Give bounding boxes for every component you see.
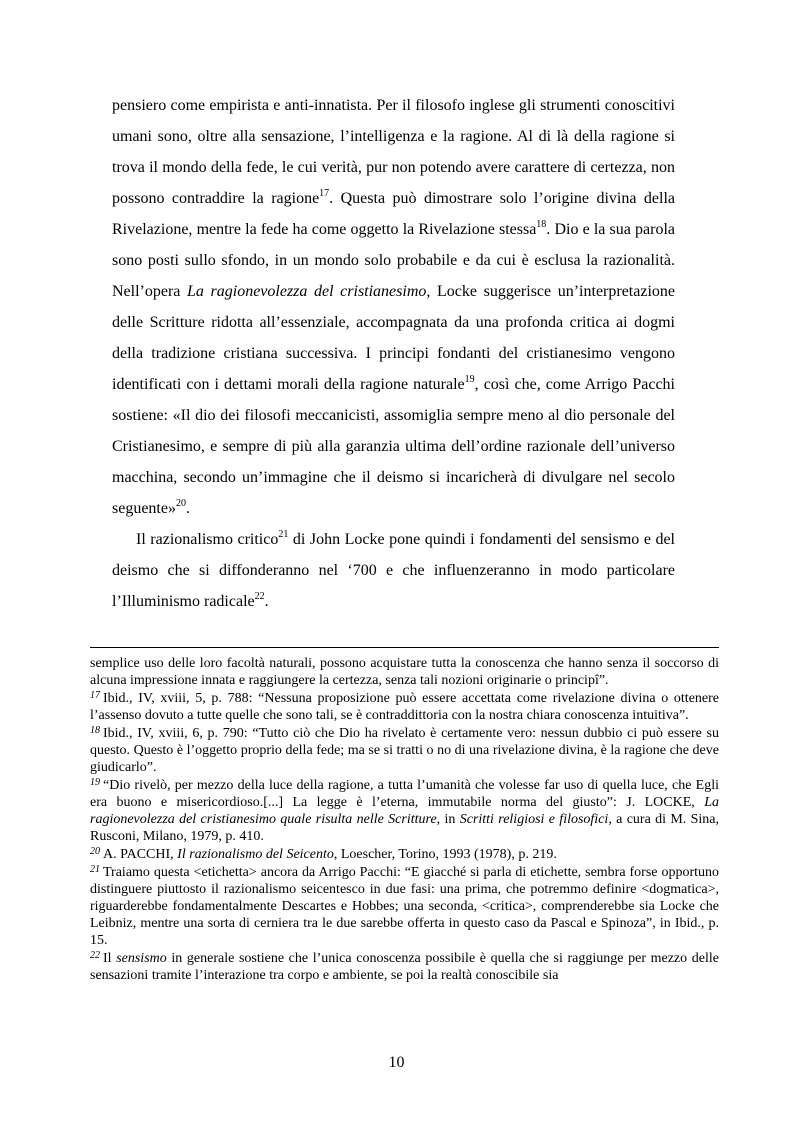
footnote-number: 17 <box>90 690 100 701</box>
text-run: pensiero come empirista e anti-innatista. Per il filosofo inglese gli strumenti conoscitivi umani sono, oltre alla sensazione, l’intelligenza e la ragione. Al di là della ragione si trova il mondo della fede, le cui verità, pur non potendo avere carattere di certezza, non possono contraddire la ragione <box>112 97 675 207</box>
cited-title: Il razionalismo del Seicento <box>177 847 334 862</box>
text-run: . <box>264 593 269 610</box>
footnote-19 <box>90 777 719 845</box>
text-run: , così che, come Arrigo Pacchi sostiene: «Il dio dei filosofi meccanicisti, assomiglia sempre meno al dio personale del Cristianesimo, e sempre di più alla garanzia ultima dell’ordine razionale dell’universo macchina, secondo un’immagine che il deismo si incaricherà di divulgare nel secolo seguente» <box>112 376 675 517</box>
cited-title: La ragionevolezza del cristianesimo quale risulta nelle Scritture <box>90 795 719 827</box>
footnote-number: 18 <box>90 725 100 736</box>
term-emphasis: sensismo <box>116 951 167 966</box>
cited-title: Scritti religiosi e filosofici <box>459 812 609 827</box>
footnote-text: Ibid., IV, xviii, 6, p. 790: “Tutto ciò che Dio ha rivelato è certamente vero: nessun dubbio ci può essere su questo. Questo è l’oggetto proprio della fede; ma se si tratti o no di una rivelazione divina, è la ragione che deve giudicarlo”. <box>90 726 719 775</box>
footnote-text: A. PACCHI, <box>103 847 178 862</box>
footnote-number: 22 <box>90 950 100 961</box>
footnote-ref: 20 <box>175 498 186 509</box>
footnote-text: Traiamo questa <etichetta> ancora da Arrigo Pacchi: “E giacché si parla di etichette, sembra forse opportuno distinguere piuttosto il razionalismo seicentesco in due fasi: una prima, che potremmo definire <dogmatica>, riguarderebbe fondamentalmente Descartes e Hobbes; una seconda, <critica>, comprenderebbe sia Locke che Leibniz, mentre una sorta di cerniera tra le due sarebbe offerta in questo caso da Pascal e Spinoza”, in Ibid., p. 15. <box>90 865 719 948</box>
page-number: 10 <box>388 1054 405 1071</box>
text-run: , Locke suggerisce un’interpretazione delle Scritture ridotta all’essenziale, accompagnata da una profonda critica ai dogmi della tradizione cristiana successiva. I principi fondanti del cristianesimo vengono identificati con i dettami morali della ragione naturale <box>112 283 675 393</box>
footnote-separator <box>90 647 719 648</box>
text-run: Il razionalismo critico <box>136 531 279 548</box>
footnote-number: 19 <box>90 777 100 788</box>
footnote-continuation: semplice uso delle loro facoltà naturali, possono acquistare tutta la conoscenza che hanno senza il soccorso di alcuna impressione innata e raggiungere la certezza, senza tali nozioni originarie o principî”. <box>90 656 719 688</box>
footnote-text: Ibid., IV, xviii, 5, p. 788: “Nessuna proposizione può essere accettata come rivelazione divina o ottenere l’assenso dovuto a tutte quelle che sono tali, se è contraddittoria con la nostra chiara conoscenza intuitiva”. <box>90 691 719 723</box>
book-title: La ragionevolezza del cristianesimo <box>187 283 427 300</box>
footnote-text: Il <box>103 951 117 966</box>
footnote-ref: 22 <box>254 591 265 602</box>
footnote-number: 21 <box>90 864 100 875</box>
footnote-ref: 19 <box>464 374 475 385</box>
footnote-text: “Dio rivelò, per mezzo della luce della ragione, a tutta l’umanità che volesse far uso di quella luce, che Egli era buono e misericordioso.[...] La legge è l’eterna, immutabile norma del giusto”: J. LOCKE, <box>90 778 719 810</box>
body-paragraph <box>112 524 675 617</box>
footnote-22 <box>90 950 719 984</box>
main-text <box>112 90 675 617</box>
footnote-ref: 17 <box>319 188 330 199</box>
footnote-ref: 21 <box>278 529 289 540</box>
footnote-21 <box>90 864 719 949</box>
text-run: di John Locke pone quindi i fondamenti del sensismo e del deismo che si diffonderanno nel ‘700 e che influenzeranno in modo particolare l’Illuminismo radicale <box>112 531 675 610</box>
text-run: . Questa può dimostrare solo l’origine divina della Rivelazione, mentre la fede ha come oggetto la Rivelazione stessa <box>112 190 676 238</box>
footnote-text: , Loescher, Torino, 1993 (1978), p. 219. <box>333 847 557 862</box>
text-run: . <box>185 500 190 517</box>
footnote-20 <box>90 846 719 863</box>
body-paragraph <box>112 90 675 524</box>
footnotes <box>90 655 719 984</box>
footnote-ref: 18 <box>536 219 547 230</box>
footnote-text: , a cura di M. Sina, Rusconi, Milano, 1979, p. 410. <box>90 812 720 844</box>
footnote-text: , in <box>436 812 460 827</box>
text-run: . Dio e la sua parola sono posti sullo sfondo, in un mondo solo probabile e da cui è esclusa la razionalità. Nell’opera <box>112 221 675 300</box>
footnote-text: in generale sostiene che l’unica conoscenza possibile è quella che si raggiunge per mezzo delle sensazioni tramite l’interazione tra corpo e ambiente, se poi la realtà conoscibile sia <box>90 951 719 983</box>
footnote-18 <box>90 725 719 776</box>
footnote-17 <box>90 690 719 724</box>
footnote-number: 20 <box>90 846 100 857</box>
